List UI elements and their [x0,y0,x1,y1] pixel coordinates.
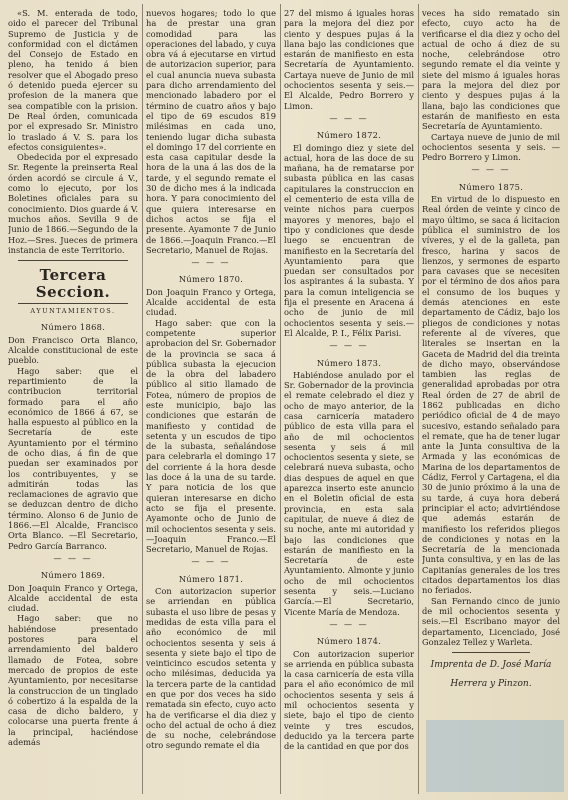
notice-number: Número 1872. [316,130,382,141]
separator: — — — [191,258,231,268]
paragraph: nuevos hogares; todo lo que ha de prestar una gran comodidad para las operaciones del labado, y cuya obra vá á ejecutarse en virtud de autorizacion superior, para el cual anuncia nueva subasta para dicho arrendamiento del mencionado labadero por el término de cuatro años y bajo el tipo de 69 escudos 819 milésimas en cada uno, teniendo lugar dicha subasta el domingo 17 del corriente en esta casa capitular desde la hora de la una á las dos de la tarde, y el segundo remate el 30 de dicho mes á la indicada hora. Y para conocimiento del que quiera interesarse en dichos actos se fija el presente. Ayamonte 7 de Junio de 1866.—Joaquin Franco.—El Secretario, Manuel de Rojas. [146,8,276,255]
section-title: Tercera Seccion. [35,266,111,302]
separator: — — — [329,341,369,351]
column-rule [142,4,143,794]
paragraph: Don Joaquin Franco y Ortega, Alcalde accidental de esta ciudad. [146,286,276,318]
imprint-line: Imprenta de D. José María [430,660,552,671]
paragraph: Con autorizacion superior se arrienda en pública subasta la casa carnicería de esta villa para el año económico de mil ochocientos sesenta y seis á mil ochocientos sesenta y siete, bajo el tipo de ciento veinte y tres escudos, deducido ya la tercera parte de la cantidad en que por dos [284,648,414,752]
divider [452,652,530,653]
column-4 [422,8,560,792]
paragraph: Habiéndose anulado por el Sr. Gobernador de la provincia el remate celebrado el diez y ocho de mayo anterior, de la casa carnicería matadero público de esta villa para el año de mil ochocientos sesenta y seis á mil ochocientos sesenta y siete, se celebrará nueva subasta, ocho dias despues de aquel en que aparezca inserto este anuncio en el Boletin oficial de esta provincia, en esta sala capitular, de nueve á diez de su noche, ante mi autoridad y bajo las condiciones que estarán de manifiesto en la Secretaría de este Ayuntamiento. Almonte y junio ocho de mil ochocientos sesenta y seis.—Luciano García.—El Secretario, Vicente María de Mendoza. [284,369,414,617]
notice-number: Número 1871. [178,573,244,584]
paragraph: El domingo diez y siete del actual, hora de las doce de su mañana, ha de rematarse por subasta pública en las casas capitulares la construccion en el cementerio de esta villa de veinte nichos para cuerpos mayores y menores, bajo el tipo y condiciones que desde luego se encuentran de manifiesto en la Secretaría del Ayuntamiento para que puedan ser consultados por los aspirantes á la subasta. Y para la comun inteligencia se fija el presente en Aracena á ocho de junio de mil ochocientos sesenta y seis.—El Alcalde, P. I., Félix Parisi. [284,142,414,338]
column-rule [280,4,281,794]
paragraph: Hago saber: que no habiéndose presentado postores para el arrendamiento del baldero llamado de Fotea, sobre mercado de propios de este Ayuntamiento, por necesitarse la construccion de un tinglado ó cobertizo á la espalda de la casa de dicho baldero, y colocarse una puerta frente á la principal, haciéndose además [8,613,138,747]
column-1 [8,8,138,792]
paragraph: 27 del mismo á iguales horas para la mejora del diez por ciento y despues pujas á la llana bajo las condiciones que estarán de manifiesto en esta Secretaría de Ayuntamiento. Cartaya nueve de Junio de mil ochocientos sesenta y seis.—El Alcalde, Pedro Borrero y Limon. [284,8,414,111]
notice-number: Número 1869. [40,570,106,581]
divider [18,303,128,304]
paragraph: Hago saber: que el repartimiento de la contribucion territorial formado para el año económico de 1866 á 67, se halla espuesto al público en la Secretaría de este Ayuntamiento por el término de ocho dias, á fin de que puedan ser examinados por los contribuyentes, y se admitirán todas las reclamaciones de agravio que se deduzcan dentro de dicho término. Alonso 6 de Junio de 1866.—El Alcalde, Francisco Orta Blanco. —El Secretario, Pedro García Barranco. [8,365,138,551]
separator: — — — [471,165,511,175]
column-rule [418,4,419,794]
paragraph: «S. M. enterada de todo, oido el parecer del Tribunal Supremo de Justicia y de conformidad con el dictámen del Consejo de Estado en pleno, ha tenido á bien resolver que el Abogado preso ó detenido pueda ejercer su profesion de la manera que sea compatible con la prision. De Real órden, comunicada por el expresado Sr. Ministro lo traslado á V. S. para los efectos consiguientes». [8,8,138,152]
column-3 [284,8,414,792]
paragraph: Con autorizacion superior se arriendan en pública subasta el uso libre de pesas y medidas de esta villa para el año económico de mil ochocientos sesenta y seis á sesenta y siete bajo el tipo de veinticinco escudos setenta y ocho milésimas, deducida ya la tercera parte de la cantidad en que por dos veces ha sido rematada sin efecto, cuyo acto ha de verificarse el dia diez y ocho del actual de ocho á diez de su noche, celebrándose otro segundo remate el dia [146,586,276,751]
imprint-line: Herrera y Pinzon. [450,679,532,690]
separator: — — — [191,557,231,567]
paragraph: En virtud de lo dispuesto en Real órden de veinte y cinco de mayo último, se saca á licitacion pública el suministro de los víveres, y el de la galleta, pan fresco, harina y sacos de lienzos, y sermones de esparto para cavases que se necesiten por el término de dos años para el consumo de los buques y demás atenciones en este departamento de Cádiz, bajo los pliegos de condiciones y notas referente al de víveres, que literales se insertan en la Gaceta de Madrid del dia treinta de dicho mayo, observándose tambien las reglas de generalidad aprobadas por otra Real órden de 27 de abril de 1862 publicadas en dicho periódico oficial de 4 de mayo sucesivo, estando señalado para el remate, que ha de tener lugar ante la Junta consultiva de la Armada y las económicas de Marina de los departamentos de Cádiz, Ferrol y Cartagena, el dia 30 de junio próximo á la una de su tarde, á cuya hora deberá principiar el acto; advirtiéndose que además estarán de manifiesto los referidos pliegos de condiciones y notas en la Secretaría de la mencionada Junta consultiva, y en las de las Capitanías generales de los tres citados departamentos los dias no feriados. [422,194,560,596]
divider [18,260,128,261]
separator: — — — [329,113,369,123]
column-2 [146,8,276,792]
notice-number: Número 1873. [316,357,382,368]
paragraph: Hago saber: que con la competente superior aprobacion del Sr. Gobernador de la provincia se saca á pública subasta la ejecucion de la obra del labadero público al sitio llamado de Fotea, número de propios de este municipio, bajo las condiciones que estarán de manifiesto y contidad de setenta y un escudos de tipo de la subasta, señalándose para celebrarla el domingo 17 del corriente á la hora desde las doce á la una de su tarde. Y para noticia de los que quieran interesarse en dicho acto se fija el presente. Ayamonte ocho de Junio de mil ochocientos sesenta y seis. —Joaquin Franco.—El Secretario, Manuel de Rojas. [146,317,276,555]
paragraph: veces ha sido rematado sin efecto, cuyo acto ha de verificarse el dia diez y ocho del actual de ocho á diez de su noche, celebrándose otro segundo remate el dia veinte y siete del mismo á iguales horas para la mejora del diez por ciento y despues pujas á la llana, bajo las condiciones que estarán de manifiesto en esta Secretaría de Ayuntamiento. [422,8,560,132]
paragraph: Don Joaquin Franco y Ortega, Alcalde accidental de esta ciudad. [8,582,138,614]
separator: — — — [329,619,369,629]
notice-number: Número 1870. [178,274,244,285]
paragraph: Cartaya nueve de junio de mil ochocientos sesenta y seis. —Pedro Borrero y Limon. [422,131,560,163]
notice-number: Número 1874. [316,636,382,647]
paragraph: Obedecida por el expresado Sr. Regente la preinserta Real órden acordó se circule á V., como lo ejecuto, por los Boletines oficiales para su conocimiento. Dios guarde á V. muchos años. Sevilla 9 de Junio de 1866.—Segundo de la Hoz.—Sres. Jueces de primera instancia de este Territorio. [8,152,138,255]
separator: — — — [53,553,93,563]
paragraph: Don Francisco Orta Blanco, Alcalde constitucional de este pueblo. [8,334,138,366]
notice-number: Número 1875. [458,181,524,192]
paragraph: San Fernando cinco de junio de mil ochocientos sesenta y seis.—El Escribano mayor del departamento, Licenciado, José Gonzalez Tellez y Warleta. [422,595,560,647]
section-subheading: AYUNTAMIENTOS. [30,307,116,316]
notice-number: Número 1868. [40,322,106,333]
